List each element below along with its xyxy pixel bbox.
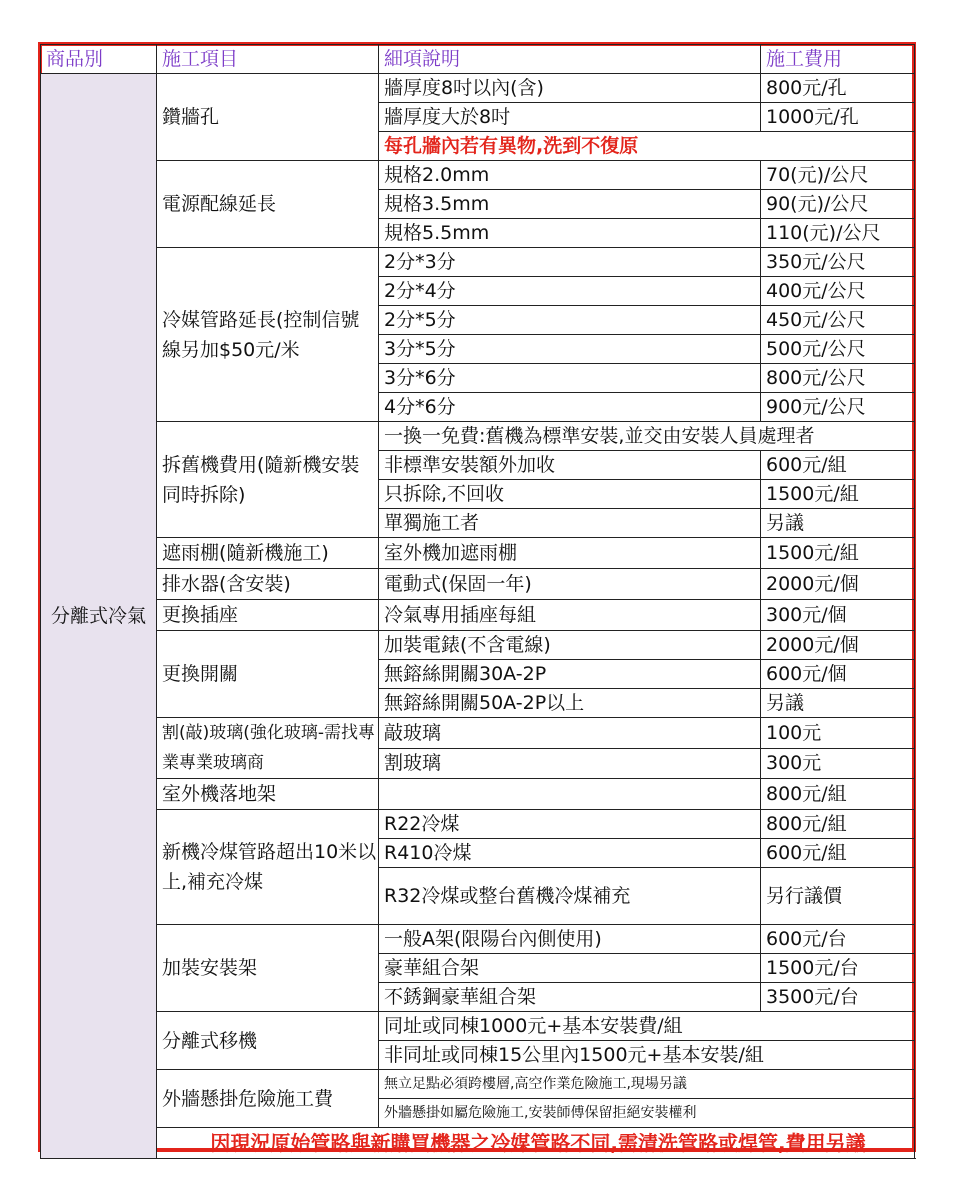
table-row xyxy=(41,538,915,569)
price-table xyxy=(40,44,915,1159)
detail-cell: 一換一免費:舊機為標準安裝,並交由安裝人員處理者 xyxy=(379,422,915,451)
detail-cell: 豪華組合架 xyxy=(379,954,761,983)
table-row xyxy=(41,74,915,103)
detail-cell: 規格5.5mm xyxy=(379,219,761,248)
detail-cell: 無鎔絲開關30A-2P xyxy=(379,660,761,689)
detail-cell: 敲玻璃 xyxy=(379,718,761,749)
detail-cell: 冷氣專用插座每組 xyxy=(379,600,761,631)
table-row xyxy=(41,422,915,451)
fee-cell: 800元/公尺 xyxy=(761,364,915,393)
fee-cell: 600元/組 xyxy=(761,839,915,868)
table-row xyxy=(41,569,915,600)
detail-cell: 規格2.0mm xyxy=(379,161,761,190)
fee-cell: 350元/公尺 xyxy=(761,248,915,277)
header-row xyxy=(41,45,915,74)
table-row xyxy=(41,1070,915,1099)
detail-cell: 牆厚度大於8吋 xyxy=(379,103,761,132)
fee-cell: 1500元/組 xyxy=(761,480,915,509)
fee-cell: 450元/公尺 xyxy=(761,306,915,335)
detail-cell: 2分*4分 xyxy=(379,277,761,306)
detail-cell: 無鎔絲開關50A-2P以上 xyxy=(379,689,761,718)
detail-cell: 非標準安裝額外加收 xyxy=(379,451,761,480)
fee-cell: 400元/公尺 xyxy=(761,277,915,306)
item-cell: 更換插座 xyxy=(157,600,379,631)
detail-cell: 室外機加遮雨棚 xyxy=(379,538,761,569)
fee-cell: 500元/公尺 xyxy=(761,335,915,364)
fee-cell: 110(元)/公尺 xyxy=(761,219,915,248)
detail-cell: R22冷煤 xyxy=(379,810,761,839)
fee-cell: 1000元/孔 xyxy=(761,103,915,132)
header-fee: 施工費用 xyxy=(761,45,915,74)
detail-cell: 非同址或同棟15公里內1500元+基本安裝/組 xyxy=(379,1041,915,1070)
table-row xyxy=(41,161,915,190)
detail-cell: 單獨施工者 xyxy=(379,509,761,538)
detail-cell: 4分*6分 xyxy=(379,393,761,422)
detail-cell: 只拆除,不回收 xyxy=(379,480,761,509)
detail-cell: 加裝電錶(不含電線) xyxy=(379,631,761,660)
detail-cell: 牆厚度8吋以內(含) xyxy=(379,74,761,103)
item-cell: 新機冷煤管路超出10米以上,補充冷煤 xyxy=(157,810,379,925)
fee-cell: 600元/組 xyxy=(761,451,915,480)
item-cell: 分離式移機 xyxy=(157,1012,379,1070)
table-row xyxy=(41,779,915,810)
detail-cell: 2分*5分 xyxy=(379,306,761,335)
detail-cell: R410冷煤 xyxy=(379,839,761,868)
fee-cell: 100元 xyxy=(761,718,915,749)
detail-cell: 2分*3分 xyxy=(379,248,761,277)
fee-cell: 3500元/台 xyxy=(761,983,915,1012)
fee-cell: 600元/台 xyxy=(761,925,915,954)
item-cell: 排水器(含安裝) xyxy=(157,569,379,600)
fee-cell: 900元/公尺 xyxy=(761,393,915,422)
detail-cell: 外牆懸掛如屬危險施工,安裝師傅保留拒絕安裝權利 xyxy=(379,1099,915,1128)
footer-note: 因現況原始管路與新購買機器之冷媒管路不同,需清洗管路或焊管,費用另議 xyxy=(157,1128,915,1159)
fee-cell: 800元/組 xyxy=(761,779,915,810)
fee-cell: 1500元/組 xyxy=(761,538,915,569)
fee-cell: 70(元)/公尺 xyxy=(761,161,915,190)
item-cell: 遮雨棚(隨新機施工) xyxy=(157,538,379,569)
table-row xyxy=(41,248,915,277)
fee-cell: 另議 xyxy=(761,509,915,538)
header-detail: 細項說明 xyxy=(379,45,761,74)
header-item: 施工項目 xyxy=(157,45,379,74)
item-cell: 鑽牆孔 xyxy=(157,74,379,161)
detail-cell: 一般A架(限陽台內側使用) xyxy=(379,925,761,954)
detail-cell: 無立足點必須跨樓層,高空作業危險施工,現場另議 xyxy=(379,1070,915,1099)
table-row xyxy=(41,925,915,954)
fee-cell: 600元/個 xyxy=(761,660,915,689)
warning-note: 每孔牆內若有異物,洗到不復原 xyxy=(379,132,915,161)
item-cell: 外牆懸掛危險施工費 xyxy=(157,1070,379,1128)
item-cell: 加裝安裝架 xyxy=(157,925,379,1012)
table-row xyxy=(41,631,915,660)
detail-cell: 不銹鋼豪華組合架 xyxy=(379,983,761,1012)
detail-cell: 3分*5分 xyxy=(379,335,761,364)
table-row xyxy=(41,810,915,839)
detail-cell: 電動式(保固一年) xyxy=(379,569,761,600)
item-cell: 拆舊機費用(隨新機安裝同時拆除) xyxy=(157,422,379,538)
fee-cell: 800元/組 xyxy=(761,810,915,839)
item-cell: 更換開關 xyxy=(157,631,379,718)
fee-cell: 2000元/個 xyxy=(761,569,915,600)
fee-cell: 1500元/台 xyxy=(761,954,915,983)
fee-cell: 2000元/個 xyxy=(761,631,915,660)
item-cell: 割(敲)玻璃(強化玻璃-需找專業專業玻璃商 xyxy=(157,718,379,779)
fee-cell: 90(元)/公尺 xyxy=(761,190,915,219)
fee-cell: 800元/孔 xyxy=(761,74,915,103)
category-cell: 分離式冷氣 xyxy=(41,74,157,1159)
item-cell: 電源配線延長 xyxy=(157,161,379,248)
table-row xyxy=(41,718,915,749)
detail-cell xyxy=(379,779,761,810)
detail-cell: 規格3.5mm xyxy=(379,190,761,219)
fee-cell: 另行議價 xyxy=(761,868,915,925)
footer-row xyxy=(41,1128,915,1159)
item-cell: 冷媒管路延長(控制信號線另加$50元/米 xyxy=(157,248,379,422)
detail-cell: 割玻璃 xyxy=(379,748,761,779)
detail-cell: R32冷煤或整台舊機冷煤補充 xyxy=(379,868,761,925)
header-category: 商品別 xyxy=(41,45,157,74)
fee-cell: 300元 xyxy=(761,748,915,779)
fee-cell: 另議 xyxy=(761,689,915,718)
detail-cell: 3分*6分 xyxy=(379,364,761,393)
detail-cell: 同址或同棟1000元+基本安裝費/組 xyxy=(379,1012,915,1041)
table-row xyxy=(41,600,915,631)
table-row xyxy=(41,1012,915,1041)
item-cell: 室外機落地架 xyxy=(157,779,379,810)
fee-cell: 300元/個 xyxy=(761,600,915,631)
